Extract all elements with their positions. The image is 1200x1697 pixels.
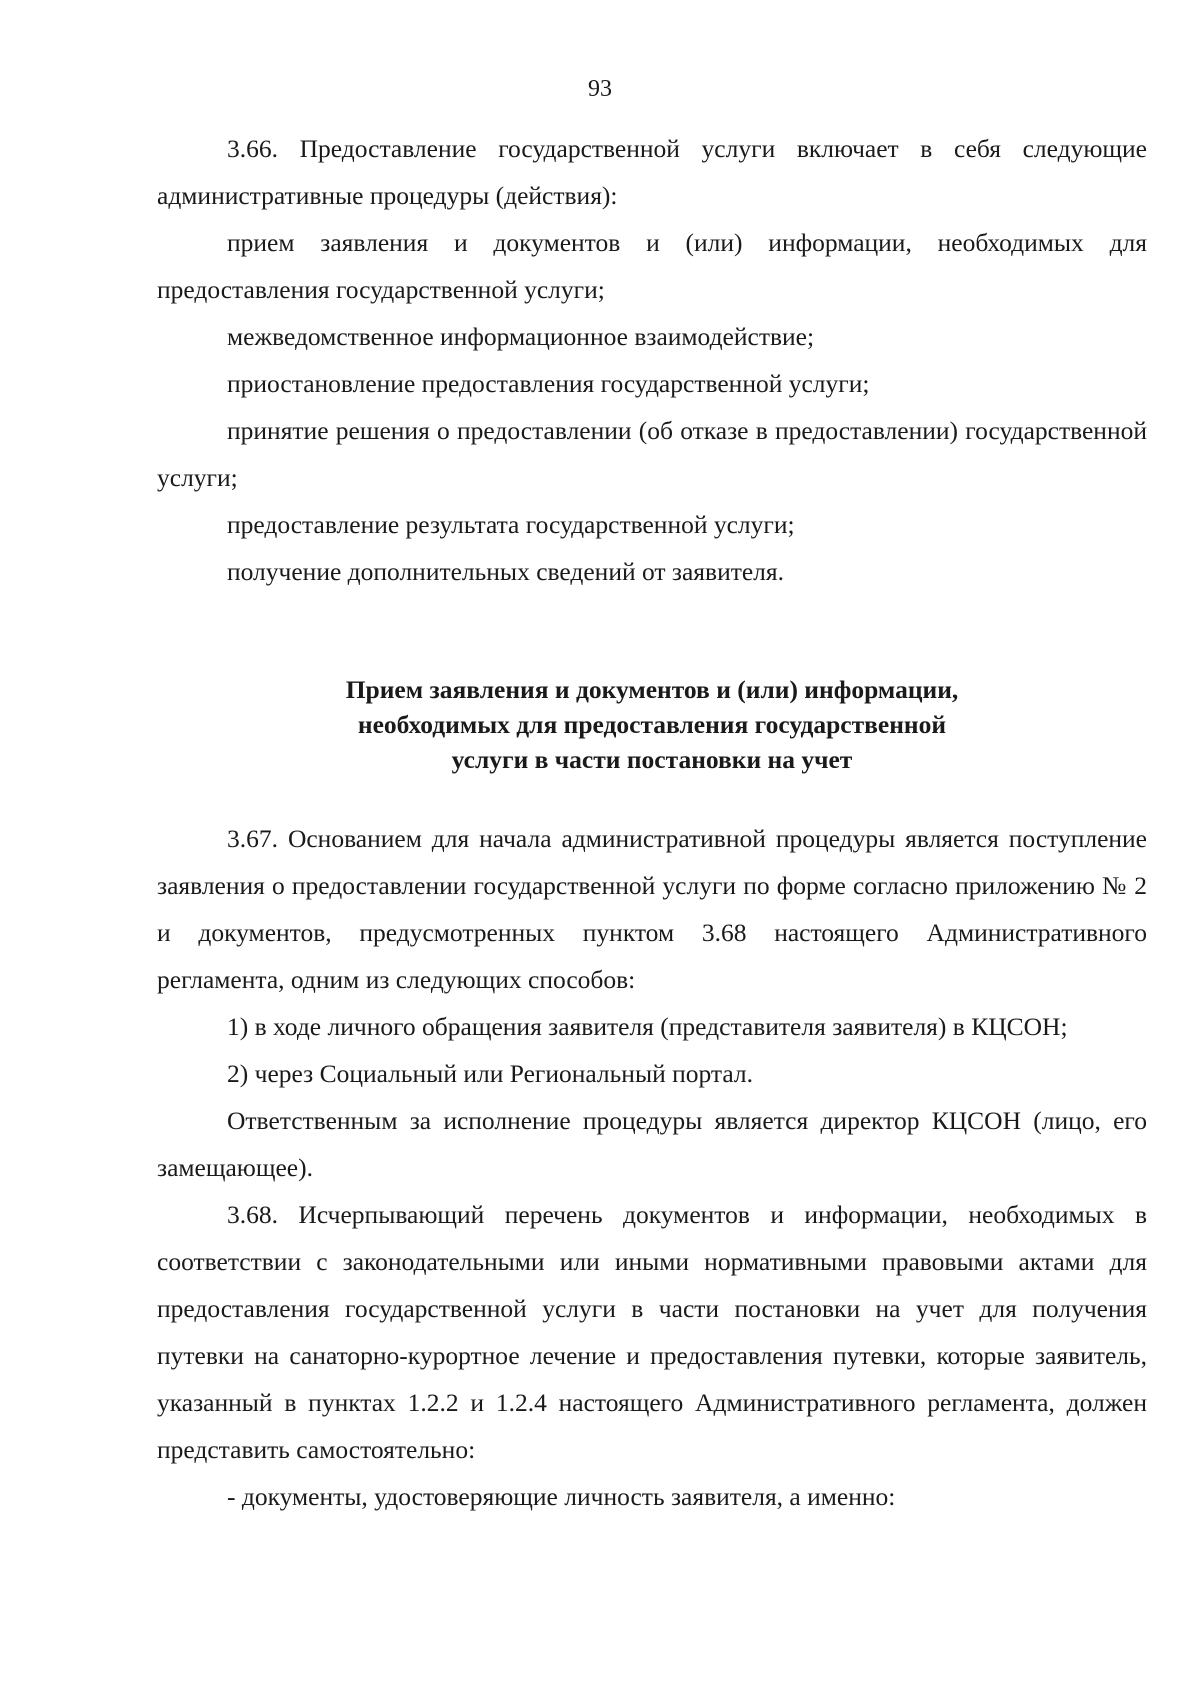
paragraph-responsible: Ответственным за исполнение процедуры является директор КЦСОН (лицо, его замещающее). [157, 1106, 1147, 1182]
list-item-additional-info: получение дополнительных сведений от заявителя. [227, 557, 785, 586]
list-item-personal-visit: 1) в ходе личного обращения заявителя (представителя заявителя) в КЦСОН; [227, 1012, 1068, 1041]
list-item-result-provision: предоставление результата государственной услуги; [227, 510, 795, 539]
paragraph-3-66-intro: 3.66. Предоставление государственной услуги включает в себя следующие административные процедуры (действия): [157, 134, 1147, 210]
paragraph-3-68: 3.68. Исчерпывающий перечень документов и информации, необходимых в соответствии с законодательными или иными нормативными правовыми актами для предоставления государственной услуги в части постановки на учет для получения путевки на санаторно-курортное лечение и предоставления путевки, которые заявитель, указанный в пунктах 1.2.2 и 1.2.4 настоящего Административного регламента, должен представить самостоятельно: [157, 1200, 1147, 1464]
list-item-suspension: приостановление предоставления государственной услуги; [227, 369, 870, 398]
section-3-66 [157, 125, 1147, 595]
paragraph-3-67: 3.67. Основанием для начала административной процедуры является поступление заявления о предоставлении государственной услуги по форме согласно приложению № 2 и документов, предусмотренных пунктом 3.68 настоящего Административного регламента, одним из следующих способов: [157, 824, 1147, 994]
heading-line-2: необходимых для предоставления государственной [357, 710, 947, 739]
list-item-interagency-interaction: межведомственное информационное взаимодействие; [227, 322, 815, 351]
list-item-portal: 2) через Социальный или Региональный портал. [227, 1059, 753, 1088]
list-item-identity-documents: - документы, удостоверяющие личность заявителя, а именно: [227, 1482, 896, 1511]
heading-line-3: услуги в части постановки на учет [451, 745, 853, 774]
page-number: 93 [588, 76, 612, 102]
heading-line-1: Прием заявления и документов и (или) информации, [345, 675, 959, 704]
list-item-application-intake: прием заявления и документов и (или) информации, необходимых для предоставления государственной услуги; [157, 228, 1147, 304]
section-3-67-3-68 [157, 815, 1147, 1520]
list-item-decision: принятие решения о предоставлении (об отказе в предоставлении) государственной услуги; [157, 416, 1147, 492]
section-heading [157, 672, 1147, 777]
